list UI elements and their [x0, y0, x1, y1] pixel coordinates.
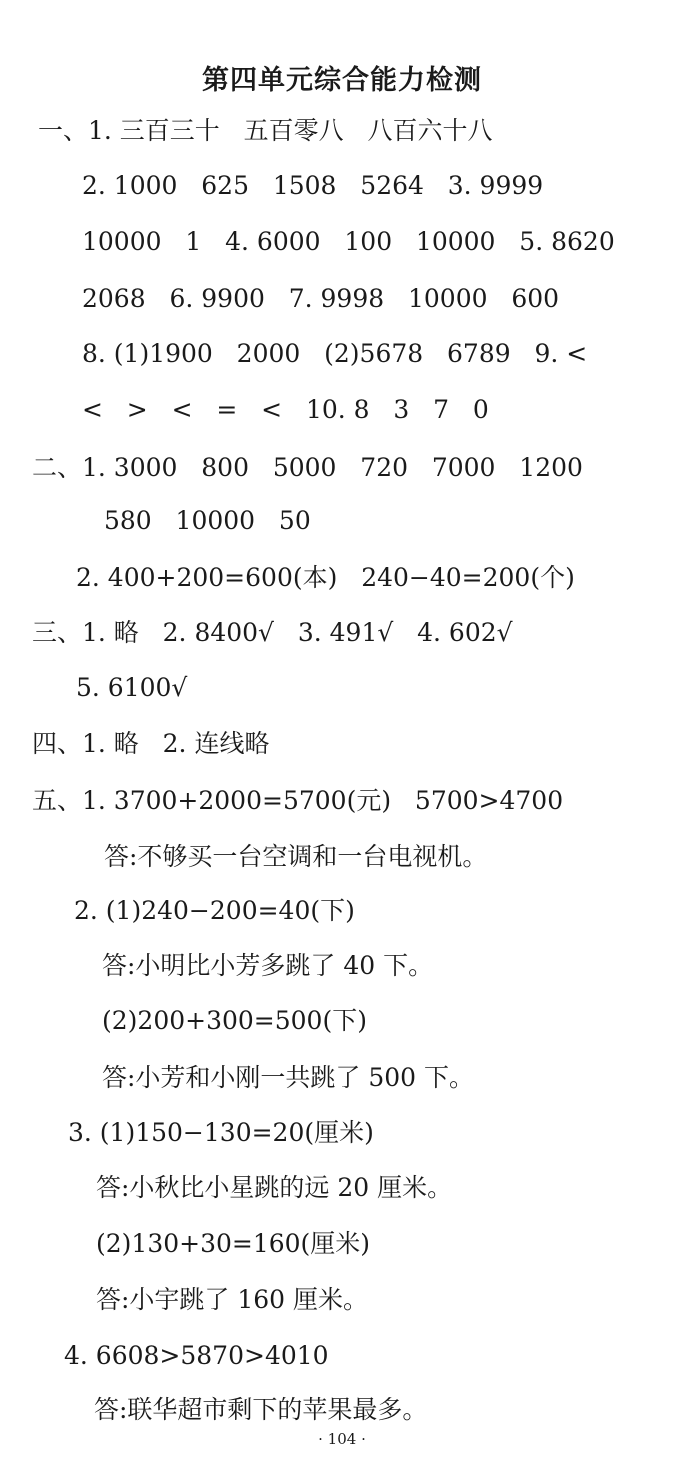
- text-line: 四、1. 略 2. 连线略: [32, 729, 270, 758]
- text-line: 答:不够买一台空调和一台电视机。: [104, 842, 488, 871]
- text-line: (2)200+300=500(下): [102, 1006, 367, 1035]
- text-line: 答:小芳和小刚一共跳了 500 下。: [102, 1063, 475, 1092]
- text-line: 2. 400+200=600(本) 240−40=200(个): [76, 563, 575, 592]
- text-line: 答:小宇跳了 160 厘米。: [96, 1285, 369, 1314]
- text-line: 答:小秋比小星跳的远 20 厘米。: [96, 1173, 453, 1202]
- text-line: 二、1. 3000 800 5000 720 7000 1200: [32, 453, 583, 482]
- page-number: · 104 ·: [318, 1430, 366, 1448]
- text-line: 三、1. 略 2. 8400√ 3. 491√ 4. 602√: [32, 618, 513, 647]
- text-line: 一、1. 三百三十 五百零八 八百六十八: [38, 116, 493, 145]
- text-line: (2)130+30=160(厘米): [96, 1229, 371, 1258]
- text-line: 5. 6100√: [76, 673, 188, 702]
- text-line: 2. (1)240−200=40(下): [74, 896, 355, 925]
- text-line: 2. 1000 625 1508 5264 3. 9999: [82, 171, 544, 200]
- text-line: 8. (1)1900 2000 (2)5678 6789 9. <: [82, 339, 588, 368]
- text-line: 五、1. 3700+2000=5700(元) 5700>4700: [32, 786, 564, 815]
- text-line: 答:联华超市剩下的苹果最多。: [94, 1395, 428, 1424]
- text-line: 答:小明比小芳多跳了 40 下。: [102, 951, 434, 980]
- text-line: < > < = < 10. 8 3 7 0: [82, 395, 489, 424]
- text-line: 10000 1 4. 6000 100 10000 5. 8620: [82, 227, 615, 256]
- text-line: 3. (1)150−130=20(厘米): [68, 1118, 374, 1147]
- text-line: 580 10000 50: [104, 506, 311, 535]
- text-line: 2068 6. 9900 7. 9998 10000 600: [82, 284, 560, 313]
- text-line: 4. 6608>5870>4010: [64, 1341, 329, 1370]
- page-title: 第四单元综合能力检测: [202, 65, 482, 96]
